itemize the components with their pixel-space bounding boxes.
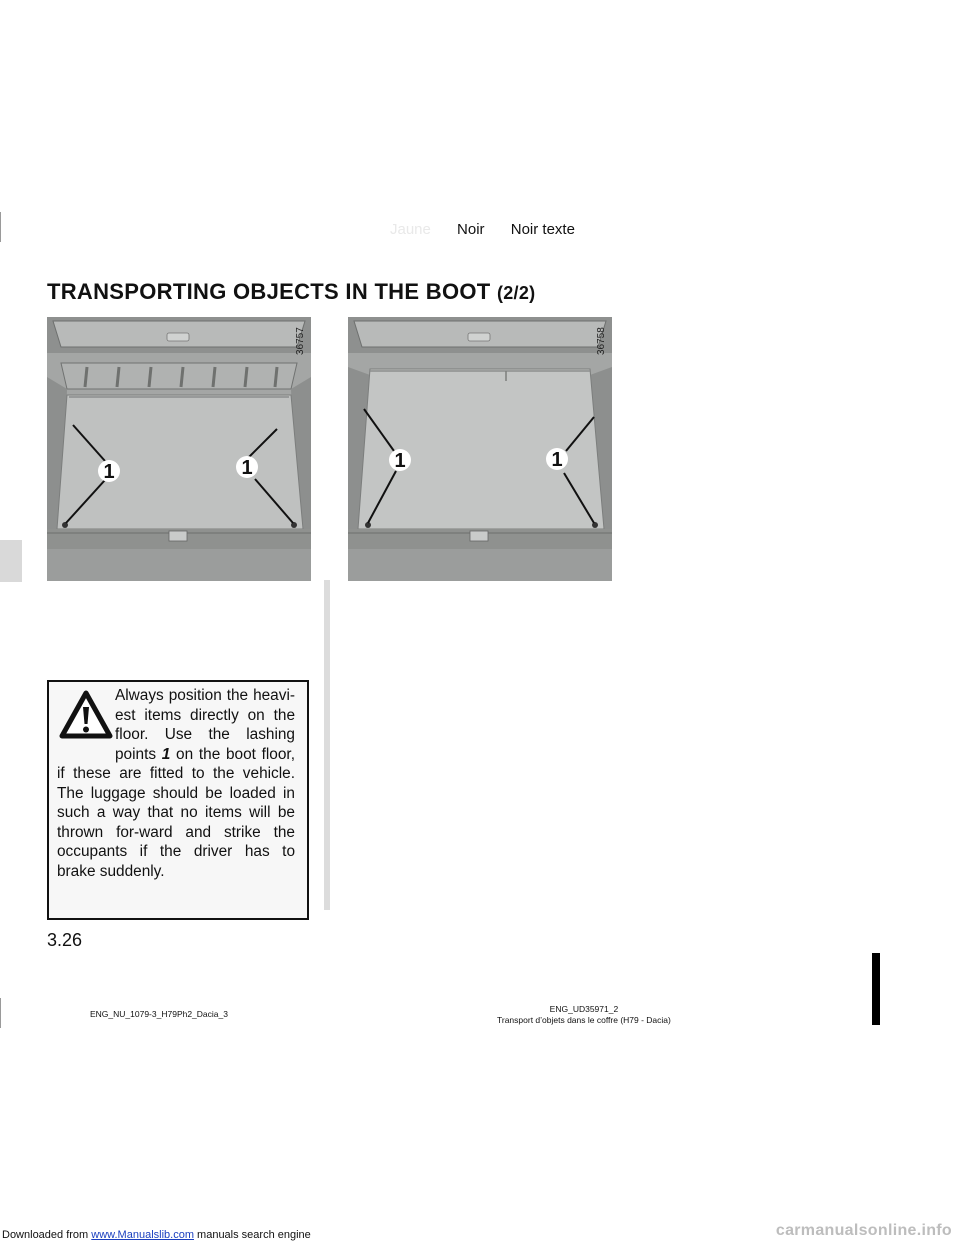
watermark: carmanualsonline.info <box>775 1222 952 1239</box>
footer-right-code: ENG_UD35971_2 <box>549 1004 619 1014</box>
section-tab <box>0 540 22 582</box>
column-divider <box>324 580 330 910</box>
page-number: 3.26 <box>47 930 83 950</box>
callout-2-left: 1 <box>394 450 406 472</box>
warning-text-before: Always position the heavi-est items directly on the floor. Use the lashing points <box>115 687 295 763</box>
color-label-noir: Noir <box>457 221 485 238</box>
callout-1-right: 1 <box>241 457 253 479</box>
warning-text-after: on the boot floor, if these are fitted to the vehicle. The luggage should be loaded in such a way that no items will be thrown for-ward and strike the occupants if the driver has to brake suddenly. <box>57 745 295 880</box>
callout-2-right: 1 <box>551 449 563 471</box>
download-prefix: Downloaded from <box>2 1229 92 1241</box>
crop-mark <box>0 998 1 1028</box>
page-title <box>47 279 535 305</box>
manualslib-link[interactable]: www.Manualslib.com <box>91 1229 194 1241</box>
warning-box <box>47 680 309 920</box>
boot-photo-2 <box>348 317 612 581</box>
page-title-main: TRANSPORTING OBJECTS IN THE BOOT <box>47 279 491 304</box>
color-label-noir-texte: Noir texte <box>510 221 575 238</box>
thumb-index-bar <box>872 953 880 1025</box>
crop-mark <box>0 212 1 242</box>
boot-photo-1 <box>47 317 311 581</box>
page-title-suffix: (2/2) <box>496 283 536 303</box>
footer-right <box>497 1004 671 1026</box>
image-number-1: 36757 <box>295 327 306 355</box>
warning-text <box>57 686 295 881</box>
footer-left-code: ENG_NU_1079-3_H79Ph2_Dacia_3 <box>90 1009 228 1019</box>
download-suffix: manuals search engine <box>193 1229 311 1241</box>
image-number-2: 36758 <box>596 327 607 355</box>
callout-1-left: 1 <box>103 461 115 483</box>
warning-ref-point: 1 <box>161 745 171 763</box>
color-label-jaune: Jaune <box>390 221 431 238</box>
footer-right-caption: Transport d’objets dans le coffre (H79 - Dacia) <box>497 1015 671 1025</box>
download-banner <box>2 1229 311 1241</box>
color-labels <box>390 221 597 238</box>
boot-illustration-1 <box>47 317 311 581</box>
boot-illustration-2 <box>348 317 612 581</box>
